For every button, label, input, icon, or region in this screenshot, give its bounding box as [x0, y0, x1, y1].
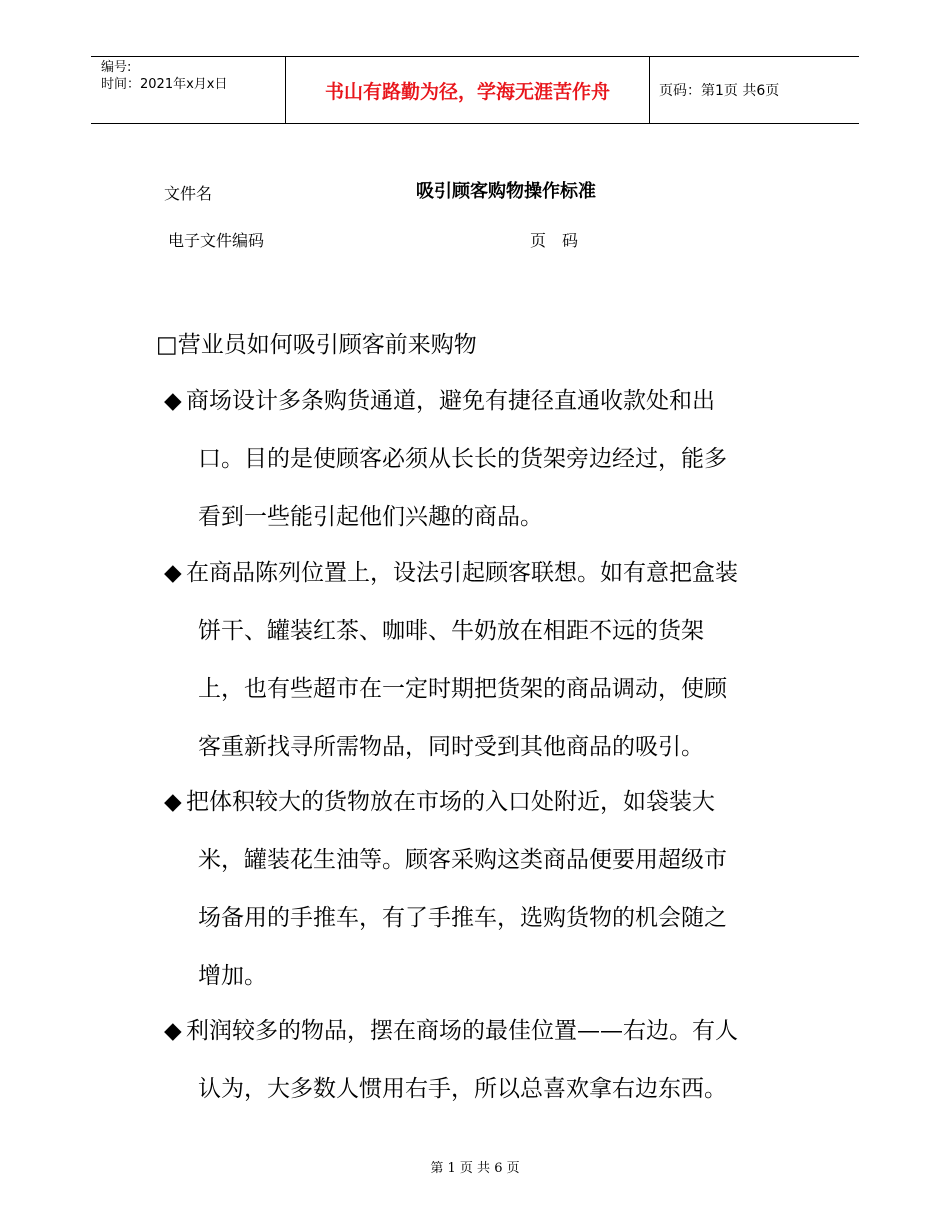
- section-heading: □营业员如何吸引顾客前来购物: [156, 332, 477, 358]
- diamond-bullet-icon: ◆: [164, 789, 182, 815]
- page-label: 页 码: [530, 231, 579, 250]
- time-label: 时间：2021年x月x日: [101, 77, 228, 92]
- header-left-cell: [91, 57, 286, 123]
- electronic-code-label: 电子文件编码: [168, 231, 265, 250]
- diamond-bullet-icon: ◆: [164, 560, 182, 586]
- page-footer: 第 1 页 共 6 页: [430, 1161, 520, 1176]
- diamond-bullet-icon: ◆: [164, 388, 182, 414]
- header-page-info: 页码：第1页 共6页: [659, 83, 780, 99]
- file-name-label: 文件名: [164, 184, 213, 203]
- bullet-item: ◆ 利润较多的物品，摆在商场的最佳位置——右边。有人 认为，大多数人惯用右手，所以总喜欢拿右边东西。: [164, 1018, 738, 1102]
- bullet-item: ◆ 在商品陈列位置上，设法引起顾客联想。如有意把盒装 饼干、罐装红茶、咖啡、牛奶放在相距不远的货架 上，也有些超市在一定时期把货架的商品调动，使顾 客重新找寻所需物品，同时受到其他商品的吸引。: [164, 560, 738, 760]
- bullet-item: ◆ 商场设计多条购货通道，避免有捷径直通收款处和出 口。目的是使顾客必须从长长的货架旁边经过，能多 看到一些能引起他们兴趣的商品。: [164, 388, 727, 530]
- bullet-item: ◆ 把体积较大的货物放在市场的入口处附近，如袋装大 米，罐装花生油等。顾客采购这类商品便要用超级市 场备用的手推车，有了手推车，选购货物的机会随之 增加。: [164, 789, 727, 989]
- document-title: 吸引顾客购物操作标准: [416, 181, 596, 202]
- header-motto: 书山有路勤为径，学海无涯苦作舟: [286, 57, 650, 123]
- diamond-bullet-icon: ◆: [164, 1018, 182, 1044]
- document-header: [91, 56, 859, 124]
- number-label: 编号:: [101, 60, 132, 75]
